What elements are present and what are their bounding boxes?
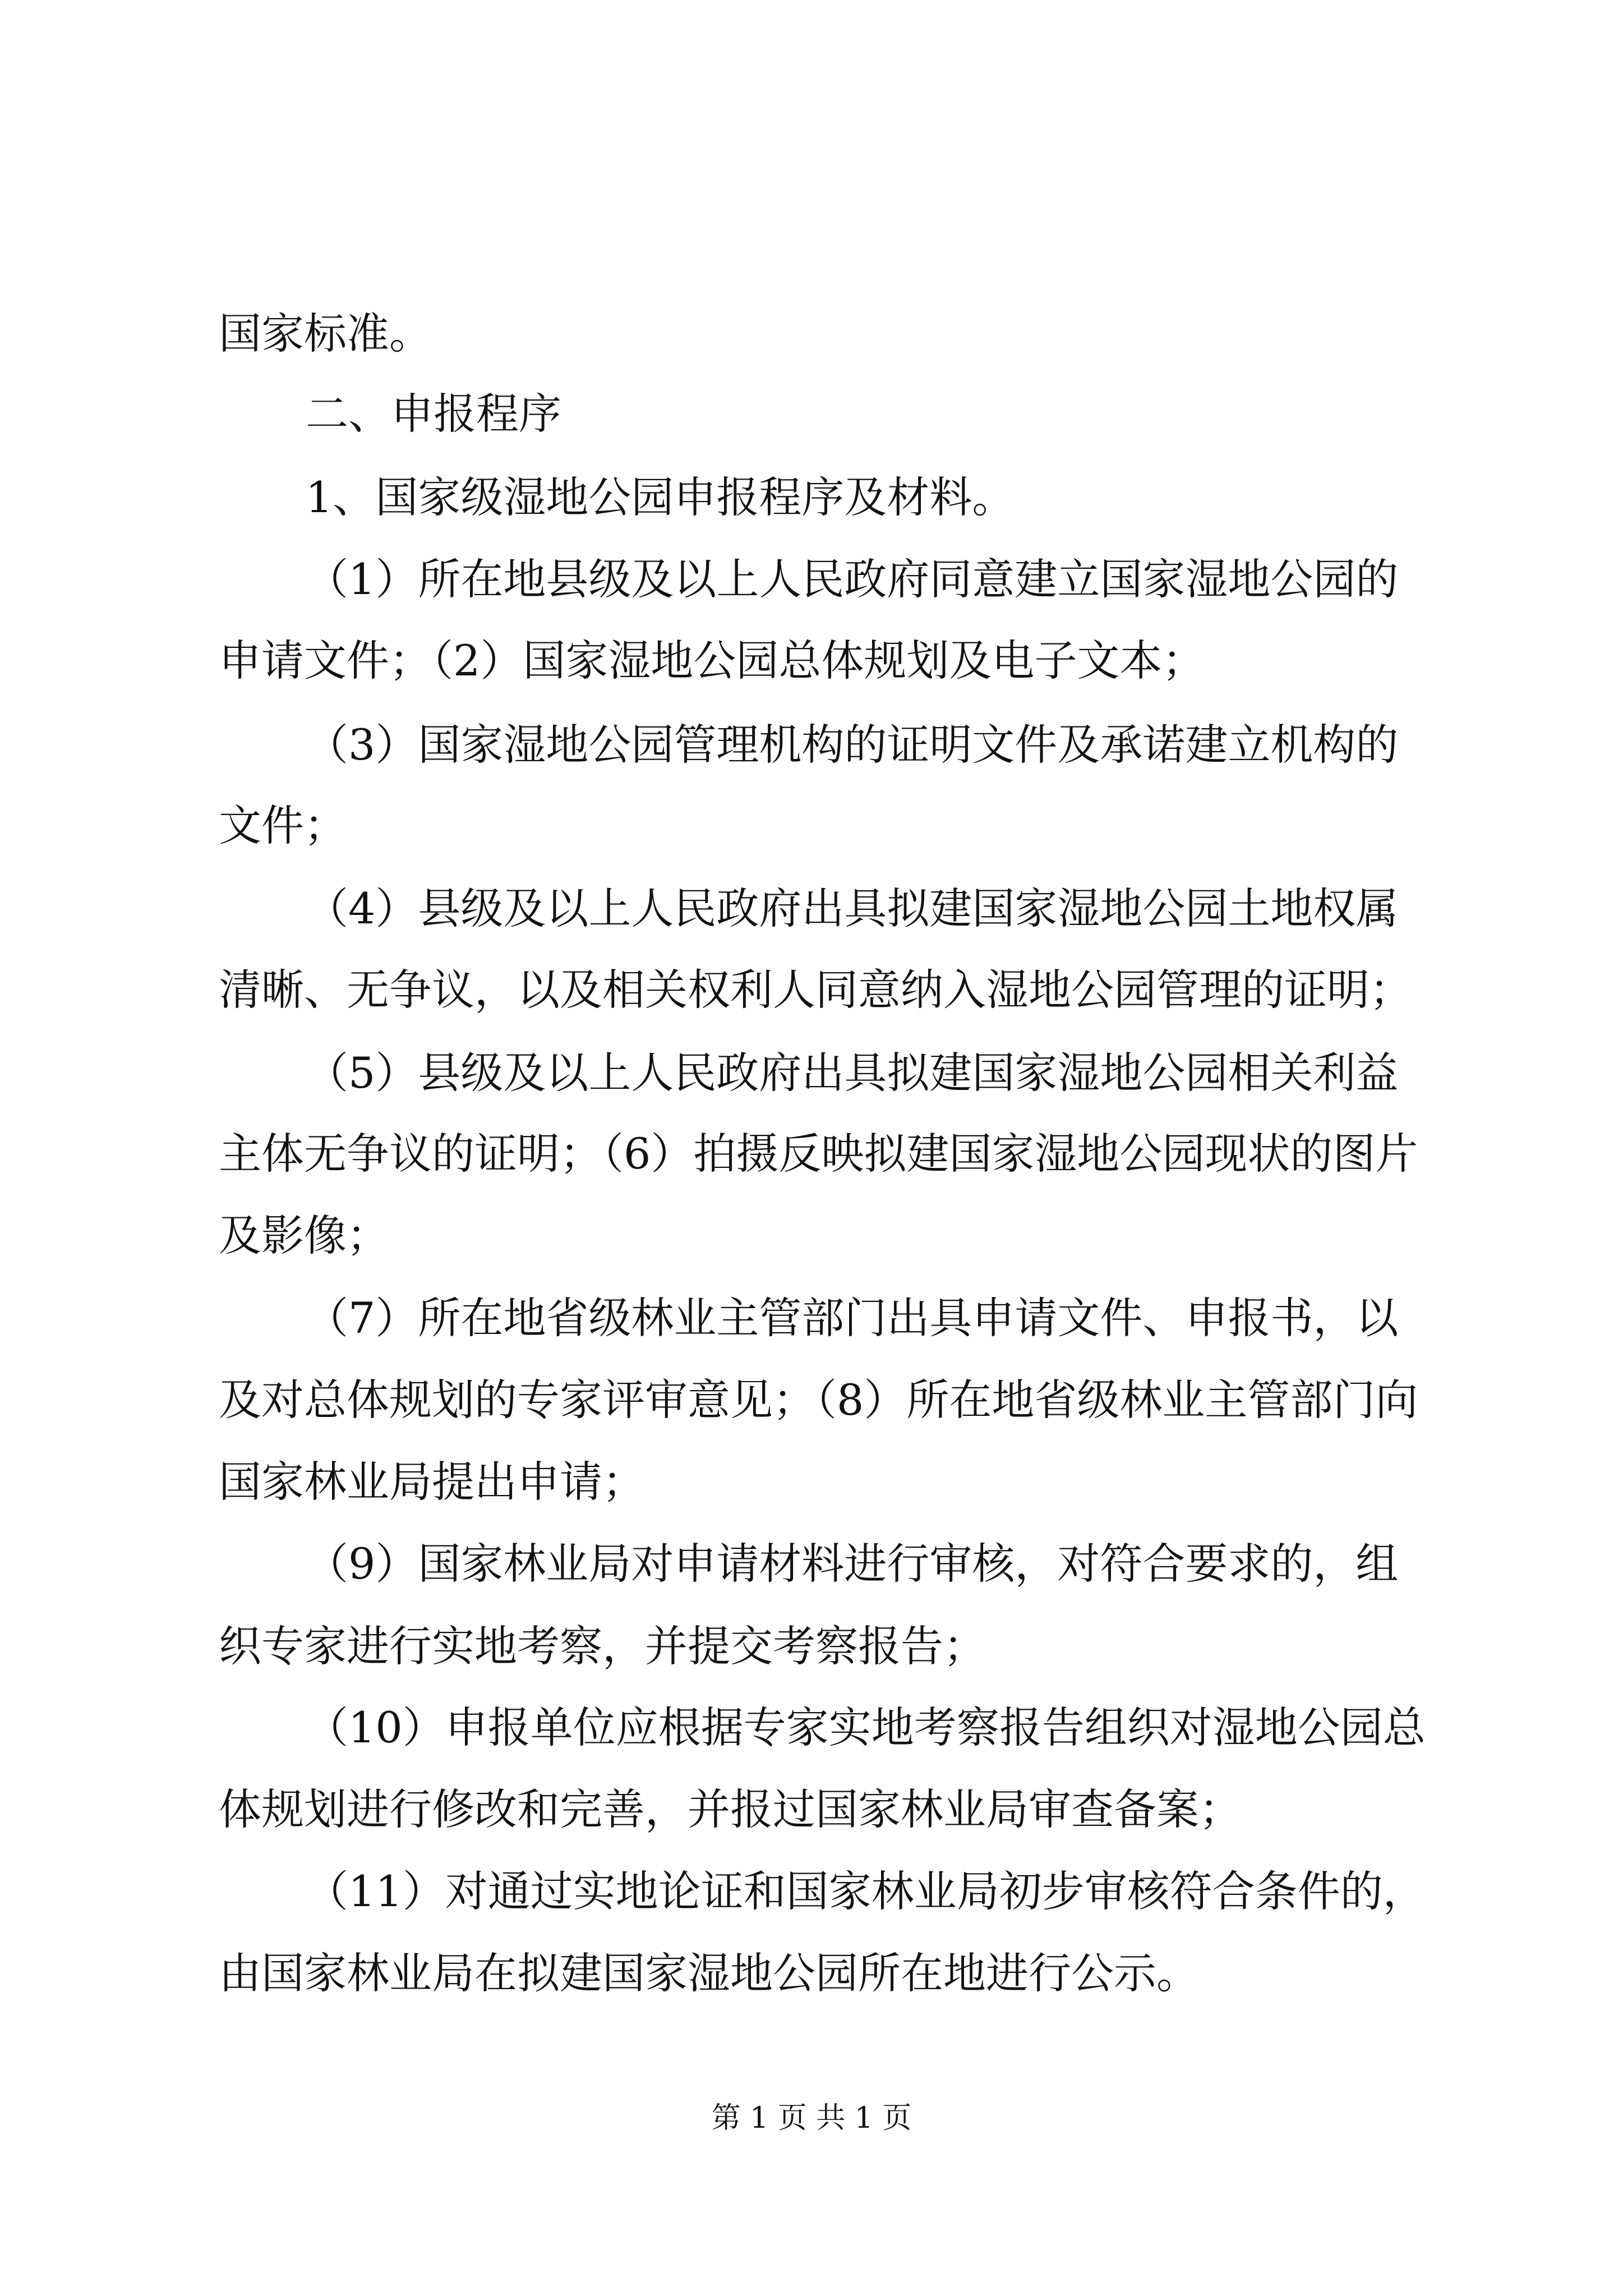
paragraph-line: 文件；: [219, 800, 347, 850]
paragraph-line: （5）县级及以上人民政府出具拟建国家湿地公园相关利益: [306, 1048, 1399, 1098]
paragraph-line: 由国家林业局在拟建国家湿地公园所在地进行公示。: [219, 1948, 1199, 1998]
paragraph-line: （11）对通过实地论证和国家林业局初步审核符合条件的，: [306, 1866, 1426, 1916]
page-number-footer: 第 1 页 共 1 页: [711, 2101, 912, 2135]
paragraph-line: （7）所在地省级林业主管部门出具申请文件、申报书，以: [306, 1293, 1399, 1343]
paragraph-line: 清晰、无争议，以及相关权利人同意纳入湿地公园管理的证明；: [219, 965, 1412, 1015]
paragraph-line: （9）国家林业局对申请材料进行审核，对符合要求的，组: [306, 1539, 1399, 1589]
paragraph-line: （3）国家湿地公园管理机构的证明文件及承诺建立机构的: [306, 720, 1399, 770]
paragraph-line: 织专家进行实地考察，并提交考察报告；: [219, 1621, 986, 1671]
paragraph-line: 体规划进行修改和完善，并报过国家林业局审查备案；: [219, 1784, 1242, 1834]
paragraph-line: 及影像；: [219, 1211, 389, 1260]
paragraph-line: （10）申报单位应根据专家实地考察报告组织对湿地公园总: [306, 1703, 1426, 1752]
paragraph-line: （4）县级及以上人民政府出具拟建国家湿地公园土地权属: [306, 884, 1399, 933]
paragraph-line: 申请文件；（2）国家湿地公园总体规划及电子文本；: [219, 636, 1205, 685]
paragraph-line: 及对总体规划的专家评审意见；（8）所在地省级林业主管部门向: [219, 1375, 1418, 1425]
paragraph-line: 国家标准。: [219, 309, 432, 358]
section-heading: 二、申报程序: [306, 389, 561, 439]
paragraph-line: 主体无争议的证明；（6）拍摄反映拟建国家湿地公园现状的图片: [219, 1129, 1418, 1179]
paragraph-line: 国家林业局提出申请；: [219, 1457, 645, 1507]
paragraph-line: （1）所在地县级及以上人民政府同意建立国家湿地公园的: [306, 554, 1399, 604]
subsection-heading: 1、国家级湿地公园申报程序及材料。: [306, 472, 1015, 522]
